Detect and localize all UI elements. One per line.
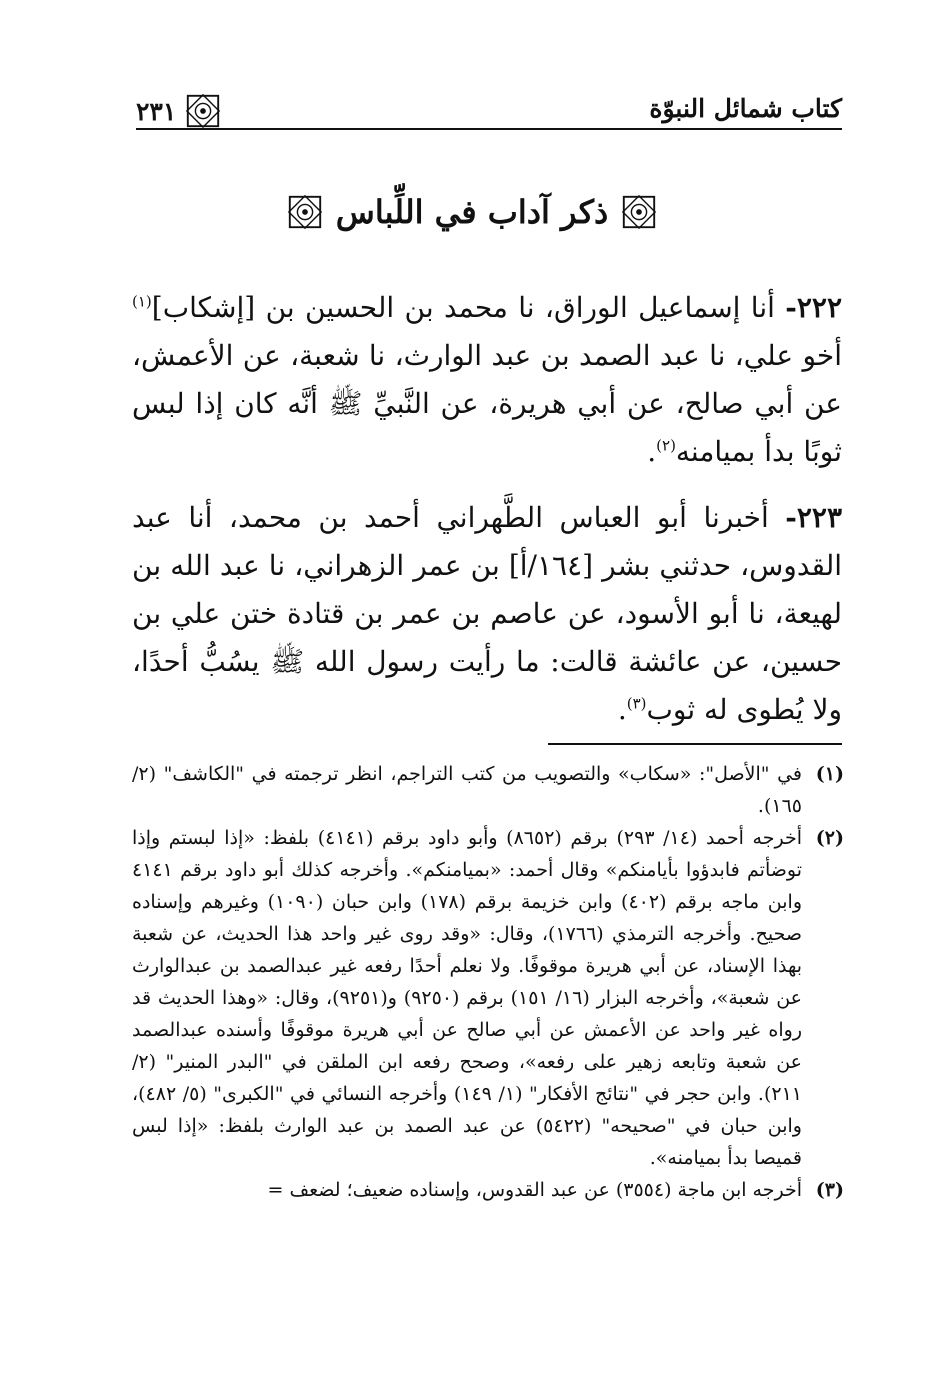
book-title: كتاب شمائل النبوّة xyxy=(649,94,842,123)
hadith-number: ٢٢٣- xyxy=(785,501,842,534)
sentence-end: . xyxy=(617,693,627,726)
footnote-ref[interactable]: (٣) xyxy=(626,694,647,713)
hadith-222 xyxy=(132,284,842,476)
section-title: ذكر آداب في اللِّباس xyxy=(335,193,609,231)
footnote-1 xyxy=(132,758,844,822)
rosette-ornament-icon xyxy=(184,92,222,130)
page-number: ٢٣١ xyxy=(136,96,177,126)
footnote-separator xyxy=(548,743,842,745)
footnote-mark: (١) xyxy=(815,763,844,785)
rosette-ornament-icon xyxy=(286,193,324,231)
sentence-end: . xyxy=(647,435,657,468)
footnote-text: في "الأصل": «سكاب» والتصويب من كتب التراجم، انظر ترجمته في "الكاشف" (٢/ ١٦٥). xyxy=(132,763,802,817)
running-header xyxy=(136,90,842,130)
footnotes xyxy=(132,758,844,1206)
footnote-text: أخرجه ابن ماجة (٣٥٥٤) عن عبد القدوس، وإسناده ضعيف؛ لضعف = xyxy=(267,1179,802,1201)
hadith-text: أخبرنا أبو العباس الطَّهراني أحمد بن محمد، أنا عبد القدوس، حدثني بشر [١٦٤/أ] بن عمر الزهراني، نا عبد الله بن لهيعة، نا أبو الأسود، عن عاصم بن عمر بن قتادة ختن علي بن حسين، عن عائشة قالت: ما رأيت رسول الله ﷺ يسُبُّ أحدًا، ولا يُطوى له ثوب xyxy=(132,501,842,726)
section-heading xyxy=(0,193,944,235)
footnote-2 xyxy=(132,822,844,1174)
header-rule xyxy=(136,128,842,130)
footnote-ref[interactable]: (١) xyxy=(132,292,152,311)
footnote-mark: (٣) xyxy=(815,1179,844,1201)
hadith-text: أخو علي، نا عبد الصمد بن عبد الوارث، نا شعبة، عن الأعمش، عن أبي صالح، عن أبي هريرة، عن النَّبيِّ ﷺ أنَّه كان إذا لبس ثوبًا بدأ بميامنه xyxy=(132,339,842,468)
footnote-text: أخرجه أحمد (١٤/ ٢٩٣) برقم (٨٦٥٢) وأبو داود برقم (٤١٤١) بلفظ: «إذا لبستم وإذا توضأتم فابدؤوا بأيامنكم» وقال أحمد: «بميامنكم». وأخرجه كذلك أبو داود برقم ٤١٤١ وابن ماجه برقم (٤٠٢) وابن خزيمة برقم (١٧٨) وابن حبان (١٠٩٠) وغيرهم وإسناده صحيح. وأخرجه الترمذي (١٧٦٦)، وقال: «وقد روى غير واحد هذا الحديث، عن شعبة بهذا الإسناد، عن أبي هريرة موقوفًا. ولا نعلم أحدًا رفعه غير عبدالصمد بن عبدالوارث عن شعبة»، وأخرجه البزار (١٦/ ١٥١) برقم (٩٢٥٠) و(٩٢٥١)، وقال: «وهذا الحديث قد رواه غير واحد عن الأعمش عن أبي صالح عن أبي هريرة موقوفًا وأسنده عبدالصمد عن شعبة وتابعه زهير على رفعه»، وصحح رفعه ابن الملقن في "البدر المنير" (٢/ ٢١١). وابن حجر في "نتائج الأفكار" (١/ ١٤٩) وأخرجه النسائي في "الكبرى" (٥/ ٤٨٢)، وابن حبان في "صحيحه" (٥٤٢٢) عن عبد الصمد بن عبد الوارث بلفظ: «إذا لبس قميصا بدأ بميامنه». xyxy=(132,827,803,1169)
footnote-mark: (٢) xyxy=(815,827,844,849)
page-number-group xyxy=(136,92,222,130)
hadith-223 xyxy=(132,494,842,734)
footnote-3 xyxy=(132,1174,844,1206)
hadith-number: ٢٢٢- xyxy=(785,291,842,324)
footnote-ref[interactable]: (٢) xyxy=(656,436,676,455)
rosette-ornament-icon xyxy=(620,193,658,231)
hadith-text: أنا إسماعيل الوراق، نا محمد بن الحسين بن [إشكاب] xyxy=(151,291,786,324)
